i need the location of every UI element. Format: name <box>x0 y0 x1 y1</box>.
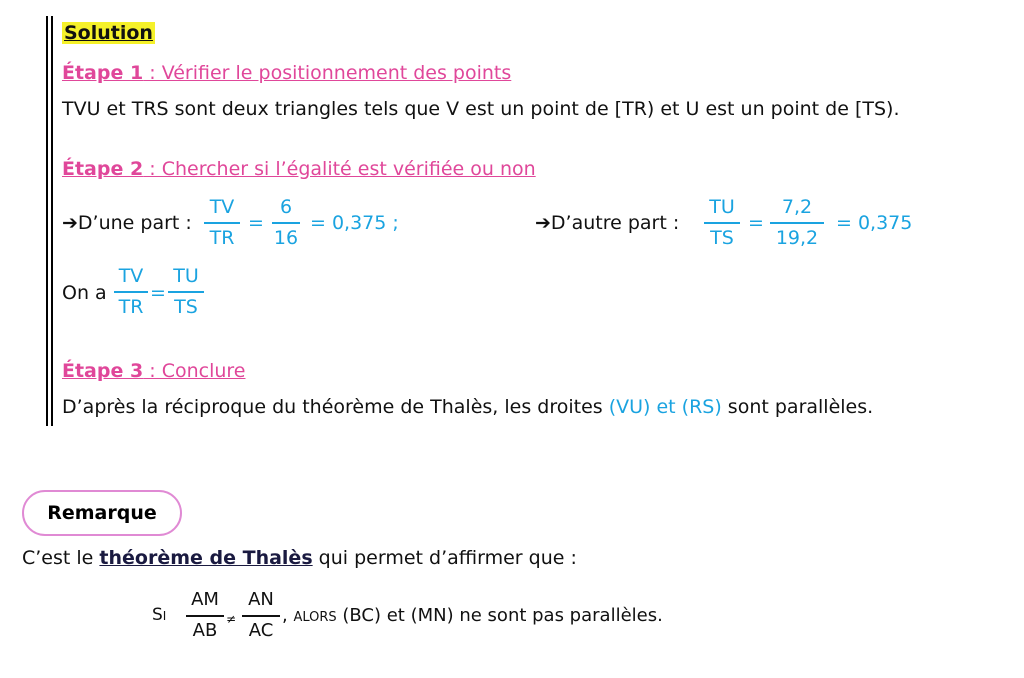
arrow-right-icon: ➔ <box>535 212 551 234</box>
fraction-denominator: AC <box>248 619 274 641</box>
fraction-numerator: AN <box>248 589 274 610</box>
fraction-bar <box>114 291 148 293</box>
equals-sign: = <box>748 212 764 234</box>
statement-si: Si <box>152 605 167 625</box>
fraction-denominator: 16 <box>273 226 299 249</box>
fraction-bar <box>168 291 204 293</box>
fraction-denominator: TS <box>710 226 734 249</box>
part-1-label: D’une part : <box>77 212 192 234</box>
step-3-title <box>62 360 245 382</box>
margin-rule-inner <box>51 16 53 426</box>
step-1-text: : Vérifier le positionnement des points <box>143 62 512 84</box>
step-2-text: : Chercher si l’égalité est vérifiée ou non <box>143 158 536 180</box>
fraction-bar <box>704 222 740 224</box>
step-1-body: TVU et TRS sont deux triangles tels que V est un point de [TR) et U est un point de [TS). <box>62 98 900 120</box>
fraction-numerator: TU <box>709 196 735 218</box>
arrow-right-icon: ➔ <box>62 212 78 234</box>
conclusion-before: D’après la réciproque du théorème de Thalès, les droites <box>62 396 609 418</box>
fraction-bar <box>204 222 240 224</box>
equals-sign: = <box>150 282 166 304</box>
fraction-tv-tr <box>204 195 240 250</box>
step-2-title <box>62 158 536 180</box>
fraction-bar <box>242 615 280 617</box>
step-1-label: Étape 1 <box>62 62 144 84</box>
thales-theorem-link: théorème de Thalès <box>99 547 313 569</box>
fraction-denominator: TR <box>118 295 144 318</box>
part-2-prefix <box>535 212 679 234</box>
on-a-prefix: On a <box>62 282 107 304</box>
part-2-label: D’autre part : <box>550 212 680 234</box>
remark-line <box>22 547 577 569</box>
part-1-prefix <box>62 212 192 234</box>
fraction-numerator: TV <box>209 196 235 218</box>
step-1-title <box>62 62 511 84</box>
remark-after: qui permet d’affirmer que : <box>312 547 577 569</box>
solution-heading: Solution <box>64 22 153 44</box>
conclusion-text <box>62 396 873 418</box>
step-3-label: Étape 3 <box>62 360 144 382</box>
fraction-tu-ts <box>704 195 740 250</box>
fraction-tu-ts <box>168 264 204 319</box>
fraction-numerator: TU <box>173 265 199 287</box>
part-1-result: = 0,375 ; <box>310 212 399 234</box>
fraction-7-2-19-2 <box>770 195 824 250</box>
fraction-an-ac <box>242 588 280 643</box>
remark-badge: Remarque <box>22 490 182 536</box>
remark-before: C’est le <box>22 547 100 569</box>
conclusion-after: sont parallèles. <box>721 396 874 418</box>
fraction-denominator: 19,2 <box>775 226 819 249</box>
fraction-numerator: AM <box>191 589 219 610</box>
part-2-result: = 0,375 <box>836 212 913 234</box>
fraction-bar <box>272 222 300 224</box>
fraction-6-16 <box>272 195 300 250</box>
not-equal-sign: ≠ <box>226 612 237 626</box>
fraction-numerator: TV <box>118 265 144 287</box>
fraction-denominator: TS <box>174 295 198 318</box>
statement-conclusion <box>282 605 663 626</box>
statement-rest: (BC) et (MN) ne sont pas parallèles. <box>336 605 663 626</box>
statement-alors: , alors <box>282 605 337 626</box>
equals-sign: = <box>248 212 264 234</box>
fraction-numerator: 6 <box>279 196 293 218</box>
step-2-label: Étape 2 <box>62 158 144 180</box>
step-3-text: : Conclure <box>143 360 246 382</box>
margin-rule-outer <box>46 16 48 426</box>
conclusion-highlight: (VU) et (RS) <box>608 396 722 418</box>
fraction-bar <box>770 222 824 224</box>
fraction-denominator: AB <box>192 619 218 641</box>
fraction-tv-tr <box>114 264 148 319</box>
fraction-numerator: 7,2 <box>781 196 813 218</box>
fraction-am-ab <box>186 588 224 643</box>
fraction-bar <box>186 615 224 617</box>
fraction-denominator: TR <box>209 226 235 249</box>
